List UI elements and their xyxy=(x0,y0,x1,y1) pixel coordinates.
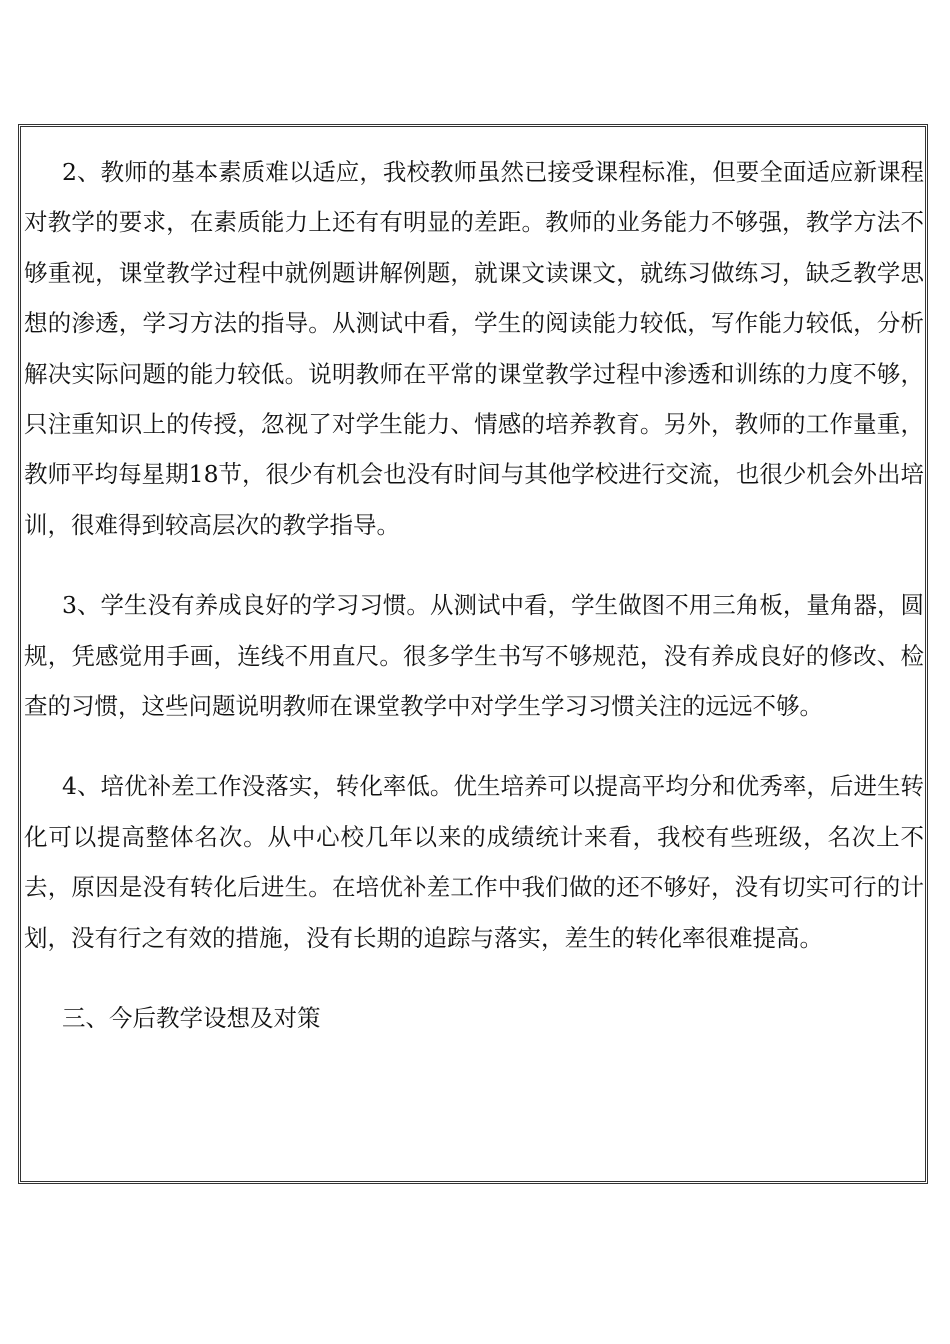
paragraph-tutoring: 4、培优补差工作没落实，转化率低。优生培养可以提高平均分和优秀率，后进生转化可以提高整体名次。从中心校几年以来的成绩统计来看，我校有些班级，名次上不去，原因是没有转化后进生。在培优补差工作中我们做的还不够好，没有切实可行的计划，没有行之有效的措施，没有长期的追踪与落实，差生的转化率很难提高。 xyxy=(24,772,924,952)
paragraph-study-habits: 3、学生没有养成良好的学习习惯。从测试中看，学生做图不用三角板，量角器，圆规，凭感觉用手画，连线不用直尺。很多学生书写不够规范，没有养成良好的修改、检查的习惯，这些问题说明教师在课堂教学中对学生学习习惯关注的远远不够。 xyxy=(24,591,924,721)
document-body xyxy=(24,147,924,1044)
document-frame xyxy=(18,124,928,1184)
paragraph-teacher-quality: 2、教师的基本素质难以适应，我校教师虽然已接受课程标准，但要全面适应新课程对教学的要求，在素质能力上还有有明显的差距。教师的业务能力不够强，教学方法不够重视，课堂教学过程中就例题讲解例题，就课文读课文，就练习做练习，缺乏教学思想的渗透，学习方法的指导。从测试中看，学生的阅读能力较低，写作能力较低，分析解决实际问题的能力较低。说明教师在平常的课堂教学过程中渗透和训练的力度不够，只注重知识上的传授，忽视了对学生能力、情感的培养教育。另外，教师的工作量重，教师平均每星期18节，很少有机会也没有时间与其他学校进行交流，也很少机会外出培训，很难得到较高层次的教学指导。 xyxy=(24,158,924,539)
section-heading-future-plans: 三、今后教学设想及对策 xyxy=(62,1004,321,1033)
